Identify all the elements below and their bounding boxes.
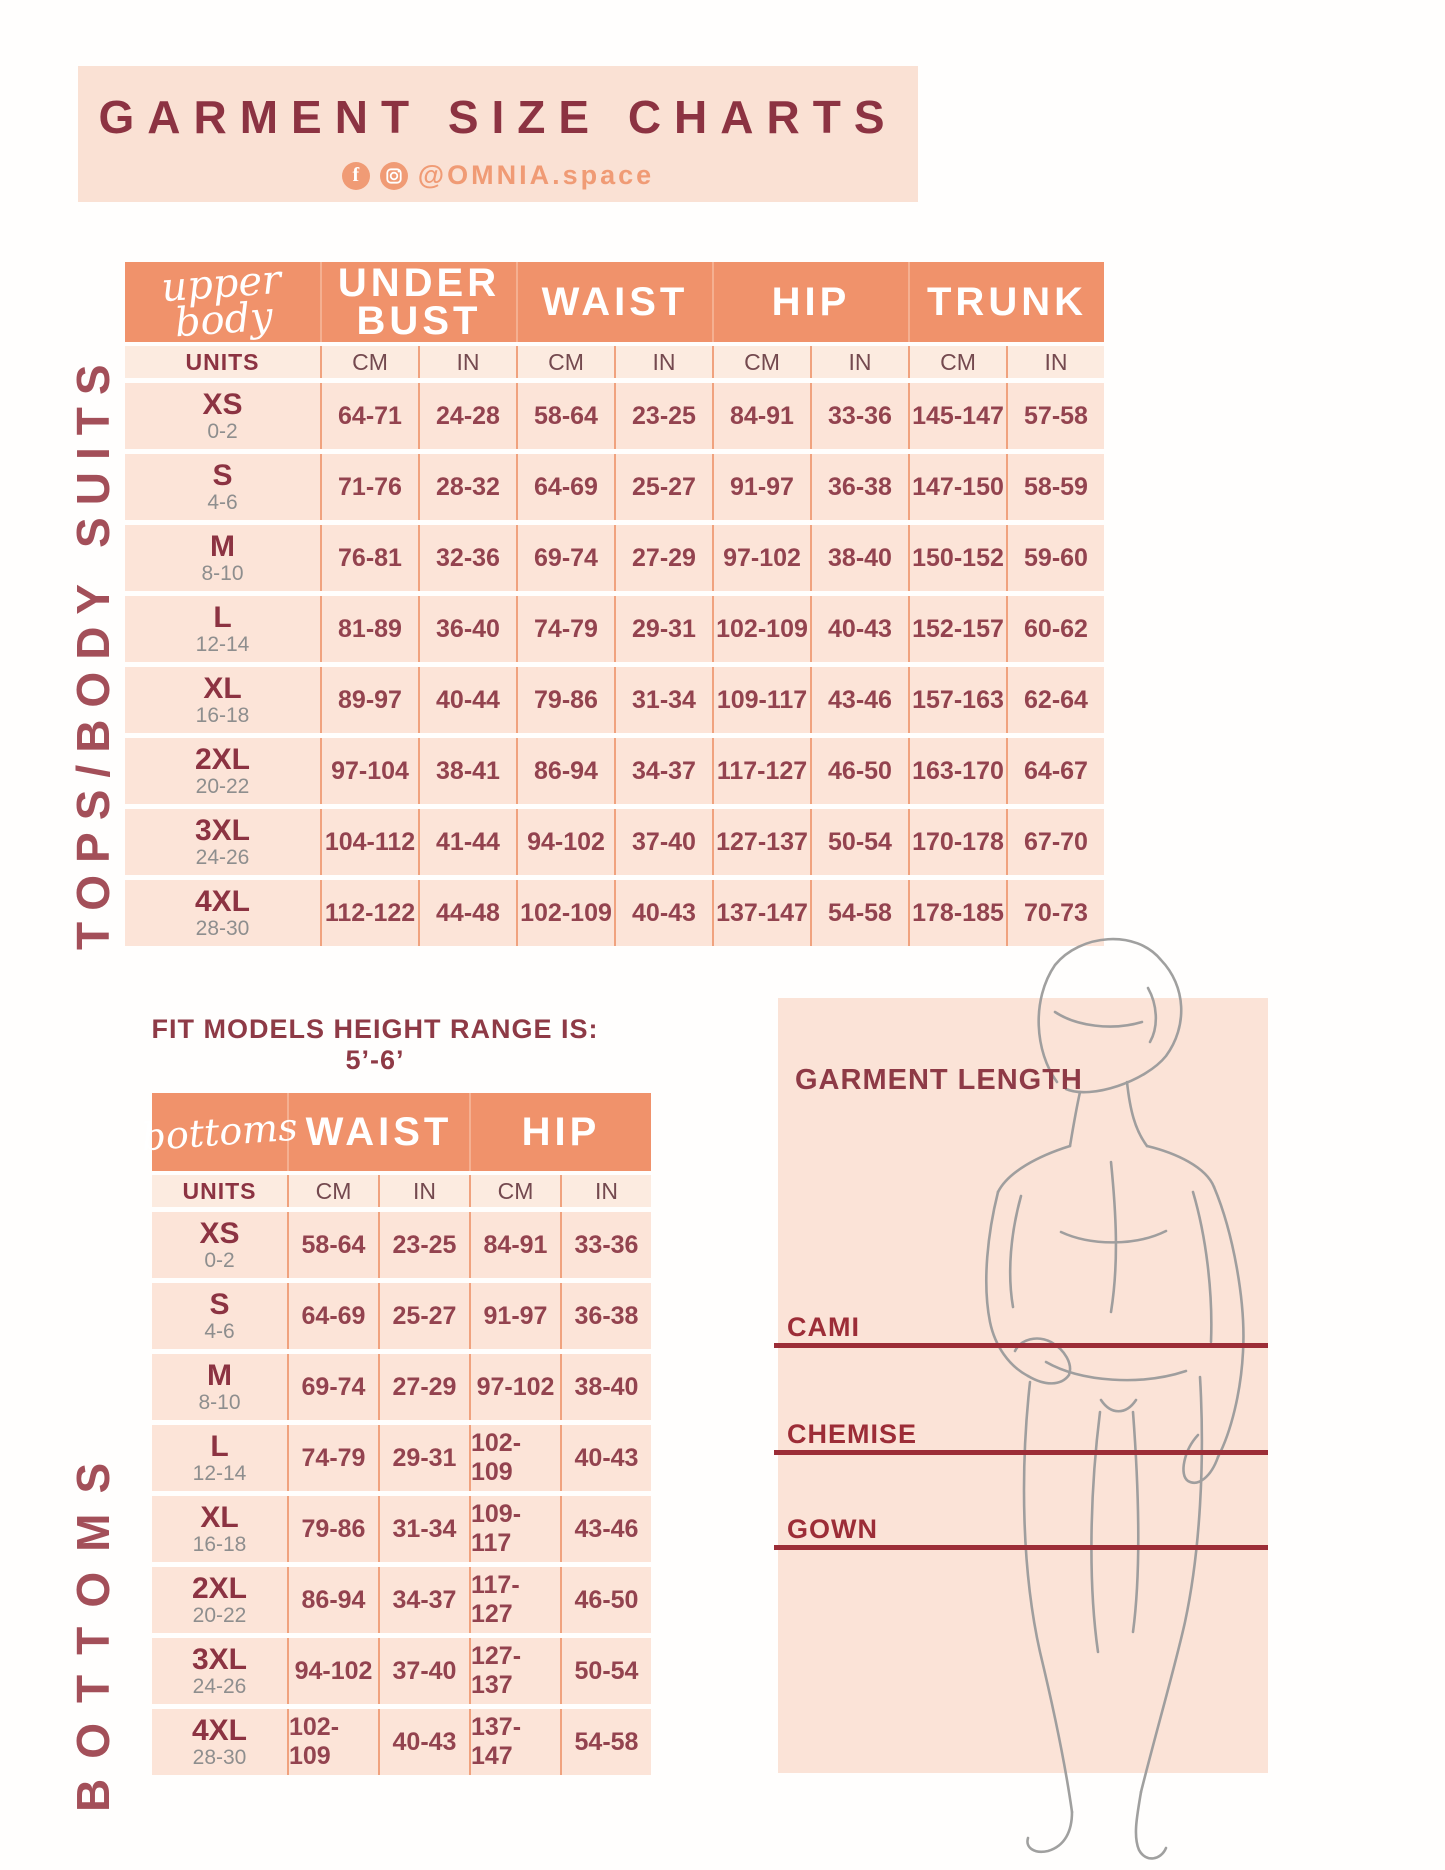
- measurement-value: 28-32: [418, 454, 516, 520]
- measurement-value: 54-58: [560, 1709, 651, 1775]
- garment-length-marker-line: [774, 1545, 1268, 1550]
- measurement-value: 84-91: [469, 1212, 560, 1278]
- size-range: 4-6: [204, 1319, 235, 1343]
- measurement-value: 74-79: [516, 596, 614, 662]
- size-label-cell: [152, 1709, 287, 1775]
- measurement-value: 40-44: [418, 667, 516, 733]
- upper-body-size-table: [125, 256, 1104, 946]
- unit-header: IN: [810, 346, 908, 378]
- measurement-value: 54-58: [810, 880, 908, 946]
- measurement-value: 25-27: [614, 454, 712, 520]
- size-range: 16-18: [192, 1532, 247, 1556]
- fit-models-note: FIT MODELS HEIGHT RANGE IS: 5’-6’: [151, 1014, 599, 1075]
- unit-header: IN: [560, 1175, 651, 1207]
- measurement-value: 102-109: [469, 1425, 560, 1491]
- measurement-value: 91-97: [712, 454, 810, 520]
- size-label-cell: [152, 1354, 287, 1420]
- measurement-value: 36-38: [810, 454, 908, 520]
- measurement-value: 64-67: [1006, 738, 1104, 804]
- size-name: 4XL: [191, 1714, 248, 1748]
- measurement-value: 102-109: [712, 596, 810, 662]
- unit-header: CM: [908, 346, 1006, 378]
- measurement-value: 64-69: [516, 454, 614, 520]
- size-name: L: [213, 601, 232, 635]
- units-row: [152, 1175, 651, 1207]
- measurement-value: 29-31: [614, 596, 712, 662]
- measurement-value: 152-157: [908, 596, 1006, 662]
- measurement-value: 36-38: [560, 1283, 651, 1349]
- measurement-value: 150-152: [908, 525, 1006, 591]
- measurement-value: 71-76: [320, 454, 418, 520]
- size-label-cell: [152, 1567, 287, 1633]
- measurement-value: 58-64: [516, 383, 614, 449]
- unit-header: IN: [378, 1175, 469, 1207]
- units-label: UNITS: [125, 346, 320, 378]
- size-range: 12-14: [192, 1461, 247, 1485]
- measurement-value: 81-89: [320, 596, 418, 662]
- measurement-value: 97-104: [320, 738, 418, 804]
- table-header-row: [125, 256, 1104, 347]
- table-row: [125, 667, 1104, 733]
- measurement-value: 86-94: [516, 738, 614, 804]
- measurement-value: 127-137: [469, 1638, 560, 1704]
- table-row: [152, 1496, 651, 1562]
- size-label-cell: [152, 1283, 287, 1349]
- instagram-icon: [380, 162, 408, 190]
- table-row: [125, 738, 1104, 804]
- measurement-value: 102-109: [287, 1709, 378, 1775]
- measurement-value: 117-127: [469, 1567, 560, 1633]
- table-row: [125, 383, 1104, 449]
- size-label-cell: [125, 738, 320, 804]
- size-label-cell: [152, 1212, 287, 1278]
- measurement-value: 50-54: [810, 809, 908, 875]
- unit-header: CM: [516, 346, 614, 378]
- garment-length-marker-label: CAMI: [787, 1312, 860, 1342]
- measurement-value: 117-127: [712, 738, 810, 804]
- size-name: XL: [200, 1501, 239, 1535]
- size-range: 24-26: [195, 845, 250, 869]
- size-range: 0-2: [207, 419, 238, 443]
- measurement-value: 43-46: [810, 667, 908, 733]
- size-range: 4-6: [207, 490, 238, 514]
- table-row: [152, 1425, 651, 1491]
- measurement-value: 74-79: [287, 1425, 378, 1491]
- measurement-value: 97-102: [469, 1354, 560, 1420]
- garment-length-marker-line: [774, 1450, 1268, 1455]
- measurement-value: 170-178: [908, 809, 1006, 875]
- size-name: S: [212, 459, 233, 493]
- measurement-value: 31-34: [614, 667, 712, 733]
- table-row: [152, 1212, 651, 1278]
- size-label-cell: [125, 525, 320, 591]
- measurement-value: 60-62: [1006, 596, 1104, 662]
- measurement-value: 163-170: [908, 738, 1006, 804]
- measurement-value: 79-86: [516, 667, 614, 733]
- garment-length-marker-line: [774, 1343, 1268, 1348]
- measurement-value: 27-29: [378, 1354, 469, 1420]
- size-label-cell: [125, 667, 320, 733]
- social-handle: @OMNIA.space: [417, 160, 655, 190]
- measurement-value: 86-94: [287, 1567, 378, 1633]
- measurement-value: 97-102: [712, 525, 810, 591]
- units-row: [125, 346, 1104, 378]
- measurement-value: 91-97: [469, 1283, 560, 1349]
- measurement-value: 27-29: [614, 525, 712, 591]
- size-range: 28-30: [192, 1745, 247, 1769]
- table-row: [125, 880, 1104, 946]
- size-label-cell: [125, 809, 320, 875]
- size-name: M: [210, 530, 235, 564]
- table-row: [152, 1354, 651, 1420]
- measurement-value: 25-27: [378, 1283, 469, 1349]
- measurement-value: 58-64: [287, 1212, 378, 1278]
- size-label-cell: [152, 1638, 287, 1704]
- measurement-value: 64-71: [320, 383, 418, 449]
- measurement-value: 147-150: [908, 454, 1006, 520]
- measurement-value: 33-36: [560, 1212, 651, 1278]
- measurement-value: 41-44: [418, 809, 516, 875]
- measurement-value: 31-34: [378, 1496, 469, 1562]
- size-label-cell: [125, 596, 320, 662]
- measurement-value: 24-28: [418, 383, 516, 449]
- table-row: [152, 1638, 651, 1704]
- measurement-value: 37-40: [378, 1638, 469, 1704]
- unit-header: CM: [320, 346, 418, 378]
- measurement-value: 67-70: [1006, 809, 1104, 875]
- size-label-cell: [125, 880, 320, 946]
- measurement-value: 109-117: [712, 667, 810, 733]
- size-range: 20-22: [192, 1603, 247, 1627]
- unit-header: IN: [614, 346, 712, 378]
- column-header: UNDER BUST: [320, 262, 516, 342]
- measurement-value: 38-40: [560, 1354, 651, 1420]
- table-row: [125, 596, 1104, 662]
- size-range: 8-10: [198, 1390, 241, 1414]
- measurement-value: 76-81: [320, 525, 418, 591]
- measurement-value: 109-117: [469, 1496, 560, 1562]
- measurement-value: 34-37: [378, 1567, 469, 1633]
- table-row: [152, 1567, 651, 1633]
- measurement-value: 157-163: [908, 667, 1006, 733]
- size-name: 2XL: [194, 743, 251, 777]
- measurement-value: 40-43: [614, 880, 712, 946]
- unit-header: IN: [1006, 346, 1104, 378]
- size-range: 0-2: [204, 1248, 235, 1272]
- unit-header: CM: [287, 1175, 378, 1207]
- size-range: 12-14: [195, 632, 250, 656]
- measurement-value: 38-40: [810, 525, 908, 591]
- size-name: M: [207, 1359, 232, 1393]
- measurement-value: 104-112: [320, 809, 418, 875]
- column-header: HIP: [712, 262, 908, 342]
- table-row: [152, 1709, 651, 1775]
- measurement-value: 23-25: [614, 383, 712, 449]
- measurement-value: 40-43: [560, 1425, 651, 1491]
- section-label-tops-body-suits: TOPS/BODY SUITS: [67, 352, 119, 950]
- measurement-value: 127-137: [712, 809, 810, 875]
- measurement-value: 102-109: [516, 880, 614, 946]
- column-header: WAIST: [516, 262, 712, 342]
- measurement-value: 89-97: [320, 667, 418, 733]
- measurement-value: 34-37: [614, 738, 712, 804]
- column-header: TRUNK: [908, 262, 1104, 342]
- measurement-value: 50-54: [560, 1638, 651, 1704]
- measurement-value: 33-36: [810, 383, 908, 449]
- size-name: L: [210, 1430, 229, 1464]
- size-label-cell: [125, 454, 320, 520]
- facebook-icon: f: [342, 162, 370, 190]
- measurement-value: 40-43: [378, 1709, 469, 1775]
- column-header: WAIST: [287, 1093, 469, 1171]
- garment-length-marker-label: CHEMISE: [787, 1419, 918, 1449]
- header-banner: [78, 66, 918, 202]
- page-title: GARMENT SIZE CHARTS: [98, 91, 898, 143]
- measurement-value: 94-102: [516, 809, 614, 875]
- section-label-bottoms: BOTTOMS: [67, 1442, 119, 1812]
- table-row: [125, 809, 1104, 875]
- measurement-value: 38-41: [418, 738, 516, 804]
- size-name: XS: [202, 388, 243, 422]
- size-label-cell: [125, 383, 320, 449]
- table-header-row: [140, 1093, 651, 1171]
- measurement-value: 62-64: [1006, 667, 1104, 733]
- column-header: HIP: [469, 1093, 651, 1171]
- size-name: 4XL: [194, 885, 251, 919]
- measurement-value: 79-86: [287, 1496, 378, 1562]
- measurement-value: 46-50: [560, 1567, 651, 1633]
- measurement-value: 64-69: [287, 1283, 378, 1349]
- size-name: S: [209, 1288, 230, 1322]
- measurement-value: 69-74: [516, 525, 614, 591]
- garment-length-title: GARMENT LENGTH: [795, 1064, 1083, 1096]
- social-row: [78, 160, 918, 191]
- measurement-value: 37-40: [614, 809, 712, 875]
- measurement-value: 32-36: [418, 525, 516, 591]
- size-name: 3XL: [191, 1643, 248, 1677]
- measurement-value: 46-50: [810, 738, 908, 804]
- measurement-value: 44-48: [418, 880, 516, 946]
- bottoms-size-table: [140, 1093, 651, 1775]
- measurement-value: 36-40: [418, 596, 516, 662]
- measurement-value: 94-102: [287, 1638, 378, 1704]
- size-range: 24-26: [192, 1674, 247, 1698]
- measurement-value: 137-147: [469, 1709, 560, 1775]
- size-label-cell: [152, 1496, 287, 1562]
- size-name: 3XL: [194, 814, 251, 848]
- unit-header: CM: [712, 346, 810, 378]
- units-label: UNITS: [152, 1175, 287, 1207]
- measurement-value: 29-31: [378, 1425, 469, 1491]
- measurement-value: 23-25: [378, 1212, 469, 1278]
- table-script-label: bottoms: [140, 1104, 299, 1160]
- table-row: [152, 1283, 651, 1349]
- size-label-cell: [152, 1425, 287, 1491]
- measurement-value: 112-122: [320, 880, 418, 946]
- measurement-value: 84-91: [712, 383, 810, 449]
- measurement-value: 145-147: [908, 383, 1006, 449]
- unit-header: CM: [469, 1175, 560, 1207]
- measurement-value: 57-58: [1006, 383, 1104, 449]
- measurement-value: 70-73: [1006, 880, 1104, 946]
- garment-length-marker-label: GOWN: [787, 1514, 878, 1544]
- table-row: [125, 525, 1104, 591]
- size-range: 16-18: [195, 703, 250, 727]
- size-name: XS: [199, 1217, 240, 1251]
- size-name: 2XL: [191, 1572, 248, 1606]
- measurement-value: 137-147: [712, 880, 810, 946]
- measurement-value: 43-46: [560, 1496, 651, 1562]
- size-range: 20-22: [195, 774, 250, 798]
- measurement-value: 178-185: [908, 880, 1006, 946]
- size-name: XL: [203, 672, 242, 706]
- measurement-value: 40-43: [810, 596, 908, 662]
- table-script-label: upper body: [159, 256, 283, 347]
- table-row: [125, 454, 1104, 520]
- size-range: 8-10: [201, 561, 244, 585]
- size-range: 28-30: [195, 916, 250, 940]
- measurement-value: 59-60: [1006, 525, 1104, 591]
- measurement-value: 69-74: [287, 1354, 378, 1420]
- measurement-value: 58-59: [1006, 454, 1104, 520]
- unit-header: IN: [418, 346, 516, 378]
